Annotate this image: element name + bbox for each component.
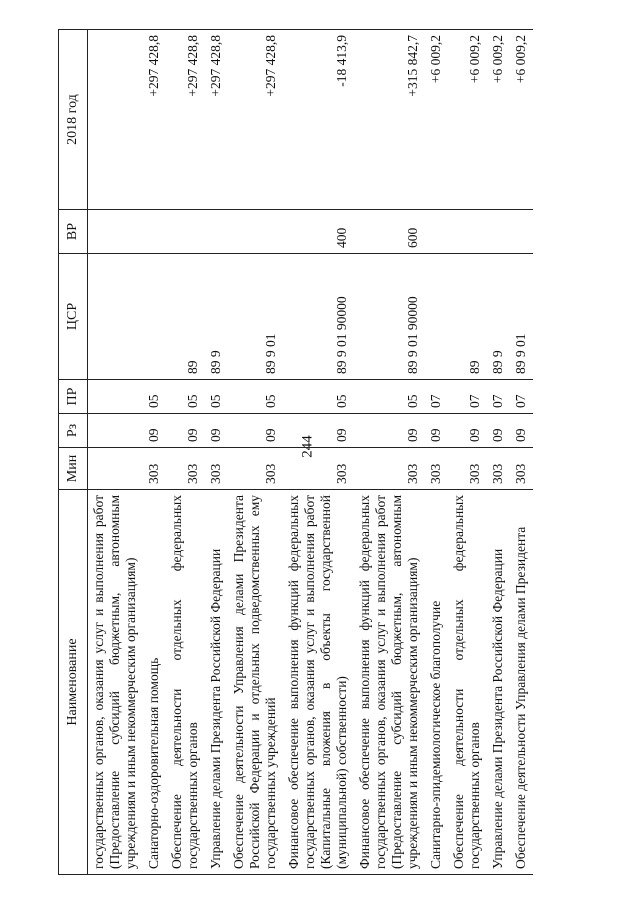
row-vr — [425, 209, 448, 253]
row-amount: +297 428,8 — [205, 29, 228, 209]
row-name: Обеспечение деятельности отдельных федеральных государственных органов — [448, 489, 487, 874]
row-amount: +315 842,7 — [354, 29, 425, 209]
header-csr: ЦСР — [58, 253, 87, 379]
table-row — [448, 29, 487, 874]
header-vr: ВР — [58, 209, 87, 253]
row-csr: 89 9 — [487, 253, 510, 379]
row-vr — [228, 209, 283, 253]
row-csr — [143, 253, 166, 379]
row-name: Управление делами Президента Российской Федерации — [487, 489, 510, 874]
row-rz: 09 — [166, 413, 205, 447]
row-name: Финансовое обеспечение выполнения функций федеральных государственных органов, оказания услуг и выполнения работ (Капитальные вложения в объекты государственной (муниципальной) собственности) — [283, 489, 354, 874]
row-vr — [510, 209, 533, 253]
row-pr: 05 — [143, 379, 166, 413]
row-min: 303 — [205, 447, 228, 489]
row-rz: 09 — [143, 413, 166, 447]
row-csr: 89 9 01 90000 — [354, 253, 425, 379]
row-min: 303 — [228, 447, 283, 489]
row-csr: 89 9 01 — [228, 253, 283, 379]
row-pr: 07 — [487, 379, 510, 413]
table-row — [425, 29, 448, 874]
row-min: 303 — [425, 447, 448, 489]
row-rz: 09 — [205, 413, 228, 447]
row-rz: 09 — [448, 413, 487, 447]
table-row — [143, 29, 166, 874]
row-rz: 09 — [354, 413, 425, 447]
row-pr: 05 — [205, 379, 228, 413]
table-row — [228, 29, 283, 874]
row-pr: 05 — [283, 379, 354, 413]
row-amount: +6 009,2 — [448, 29, 487, 209]
row-rz: 09 — [510, 413, 533, 447]
row-amount: +297 428,8 — [228, 29, 283, 209]
row-min: 303 — [143, 447, 166, 489]
row-vr — [205, 209, 228, 253]
table-row — [87, 29, 143, 874]
table-row — [354, 29, 425, 874]
row-pr — [87, 379, 143, 413]
row-pr: 05 — [228, 379, 283, 413]
row-amount: +297 428,8 — [166, 29, 205, 209]
row-name: Обеспечение деятельности Управления делами Президента — [510, 489, 533, 874]
table-row — [166, 29, 205, 874]
row-vr: 600 — [354, 209, 425, 253]
row-amount: +297 428,8 — [143, 29, 166, 209]
header-year: 2018 год — [58, 29, 87, 209]
table-header-row — [58, 29, 87, 874]
table-row — [510, 29, 533, 874]
row-vr — [448, 209, 487, 253]
row-csr: 89 9 01 — [510, 253, 533, 379]
row-pr: 05 — [354, 379, 425, 413]
row-vr — [143, 209, 166, 253]
row-rz: 09 — [425, 413, 448, 447]
table-row — [205, 29, 228, 874]
row-name: Санаторно-оздоровительная помощь — [143, 489, 166, 874]
table-row — [487, 29, 510, 874]
row-name: Санитарно-эпидемиологическое благополучие — [425, 489, 448, 874]
row-csr — [87, 253, 143, 379]
row-min: 303 — [487, 447, 510, 489]
row-rz — [87, 413, 143, 447]
budget-table-sheet — [58, 30, 583, 875]
row-vr — [166, 209, 205, 253]
row-rz: 09 — [283, 413, 354, 447]
row-min: 303 — [510, 447, 533, 489]
row-vr — [487, 209, 510, 253]
row-amount: -18 413,9 — [283, 29, 354, 209]
row-pr: 07 — [425, 379, 448, 413]
row-vr — [87, 209, 143, 253]
header-min: Мин — [58, 447, 87, 489]
row-name: Обеспечение деятельности Управления делами Президента Российской Федерации и отдельных подведомственных ему государственных учреждений — [228, 489, 283, 874]
row-vr: 400 — [283, 209, 354, 253]
row-min: 303 — [354, 447, 425, 489]
row-csr — [425, 253, 448, 379]
row-min: 303 — [166, 447, 205, 489]
row-amount: +6 009,2 — [510, 29, 533, 209]
row-csr: 89 9 — [205, 253, 228, 379]
row-min — [87, 447, 143, 489]
row-name: Финансовое обеспечение выполнения функций федеральных государственных органов, оказания услуг и выполнения работ (Предоставление субсидий бюджетным, автономным учреждениям и иным некоммерческим организациям) — [354, 489, 425, 874]
row-amount: +6 009,2 — [425, 29, 448, 209]
row-pr: 07 — [510, 379, 533, 413]
row-csr: 89 9 01 90000 — [283, 253, 354, 379]
page-number: 244 — [299, 435, 316, 458]
header-pr: ПР — [58, 379, 87, 413]
row-name: Управление делами Президента Российской Федерации — [205, 489, 228, 874]
budget-table — [58, 29, 533, 875]
row-csr: 89 — [166, 253, 205, 379]
row-pr: 05 — [166, 379, 205, 413]
row-min: 303 — [448, 447, 487, 489]
row-name: Обеспечение деятельности отдельных федеральных государственных органов — [166, 489, 205, 874]
header-rz: Рз — [58, 413, 87, 447]
row-amount — [87, 29, 143, 209]
row-rz: 09 — [487, 413, 510, 447]
row-amount: +6 009,2 — [487, 29, 510, 209]
row-rz: 09 — [228, 413, 283, 447]
header-name: Наименование — [58, 489, 87, 874]
row-csr: 89 — [448, 253, 487, 379]
row-min: 303 — [283, 447, 354, 489]
row-pr: 07 — [448, 379, 487, 413]
row-name: государственных органов, оказания услуг и выполнения работ (Предоставление субсидий бюджетным, автономным учреждениям и иным некоммерческим организациям) — [87, 489, 143, 874]
table-row — [283, 29, 354, 874]
